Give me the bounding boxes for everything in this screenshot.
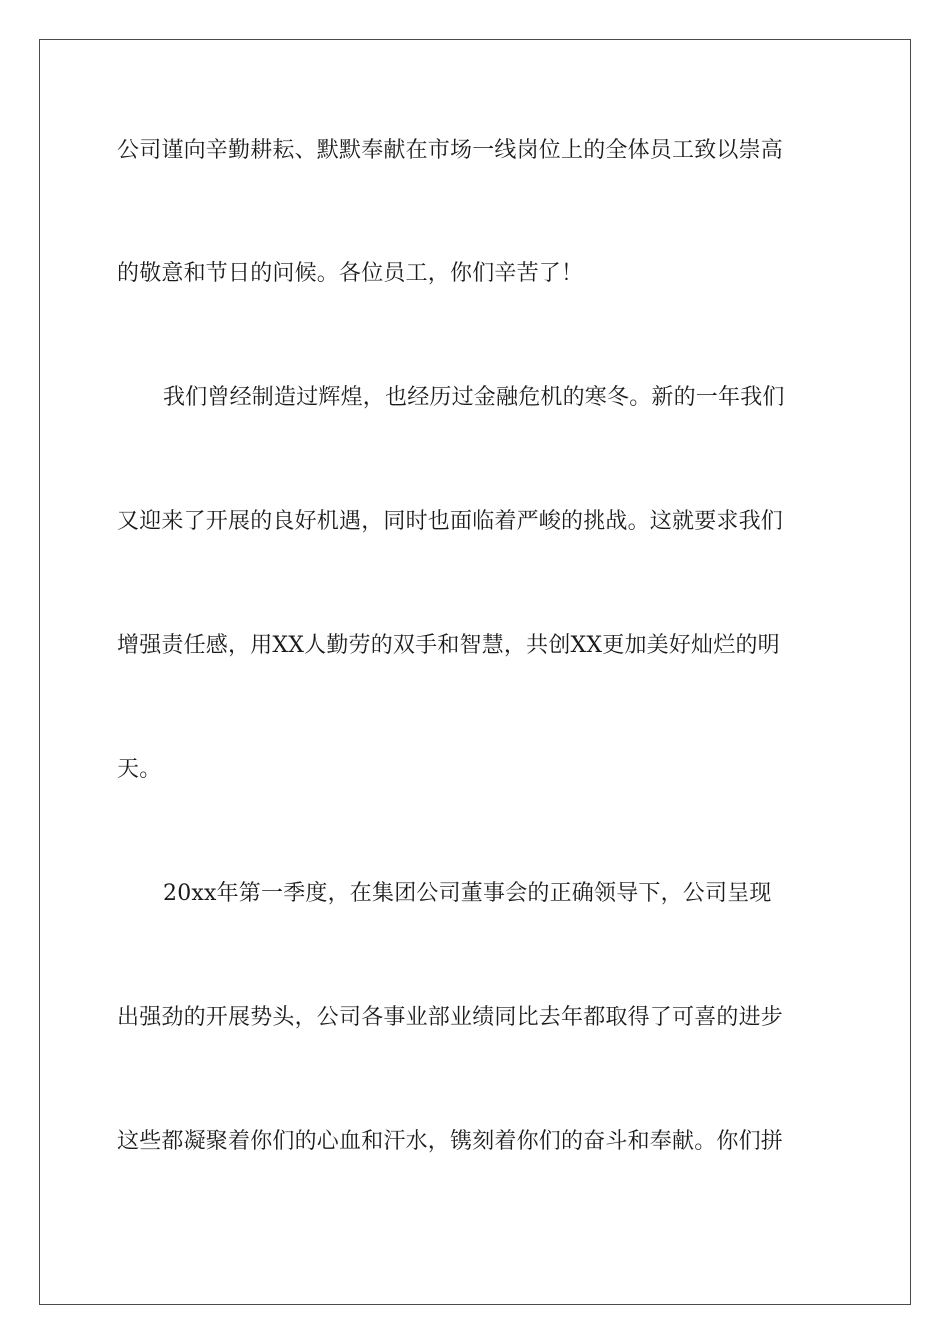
text-line-6: 天。 <box>117 757 162 782</box>
text-line-5: 增强责任感，用XX人勤劳的双手和智慧，共创XX更加美好灿烂的明 <box>117 633 780 658</box>
text-line-8: 出强劲的开展势头，公司各事业部业绩同比去年都取得了可喜的进步 <box>117 1005 784 1030</box>
text-line-9: 这些都凝聚着你们的心血和汗水，镌刻着你们的奋斗和奉献。你们拼 <box>117 1129 784 1154</box>
text-line-2: 的敬意和节日的问候。各位员工，你们辛苦了！ <box>117 261 584 286</box>
text-line-3: 我们曾经制造过辉煌，也经历过金融危机的寒冬。新的一年我们 <box>163 385 785 410</box>
text-line-4: 又迎来了开展的良好机遇，同时也面临着严峻的挑战。这就要求我们 <box>117 509 784 534</box>
page-border <box>39 39 911 1305</box>
text-line-1: 公司谨向辛勤耕耘、默默奉献在市场一线岗位上的全体员工致以崇高 <box>117 138 784 163</box>
text-line-7: 20xx年第一季度，在集团公司董事会的正确领导下，公司呈现 <box>163 881 772 906</box>
